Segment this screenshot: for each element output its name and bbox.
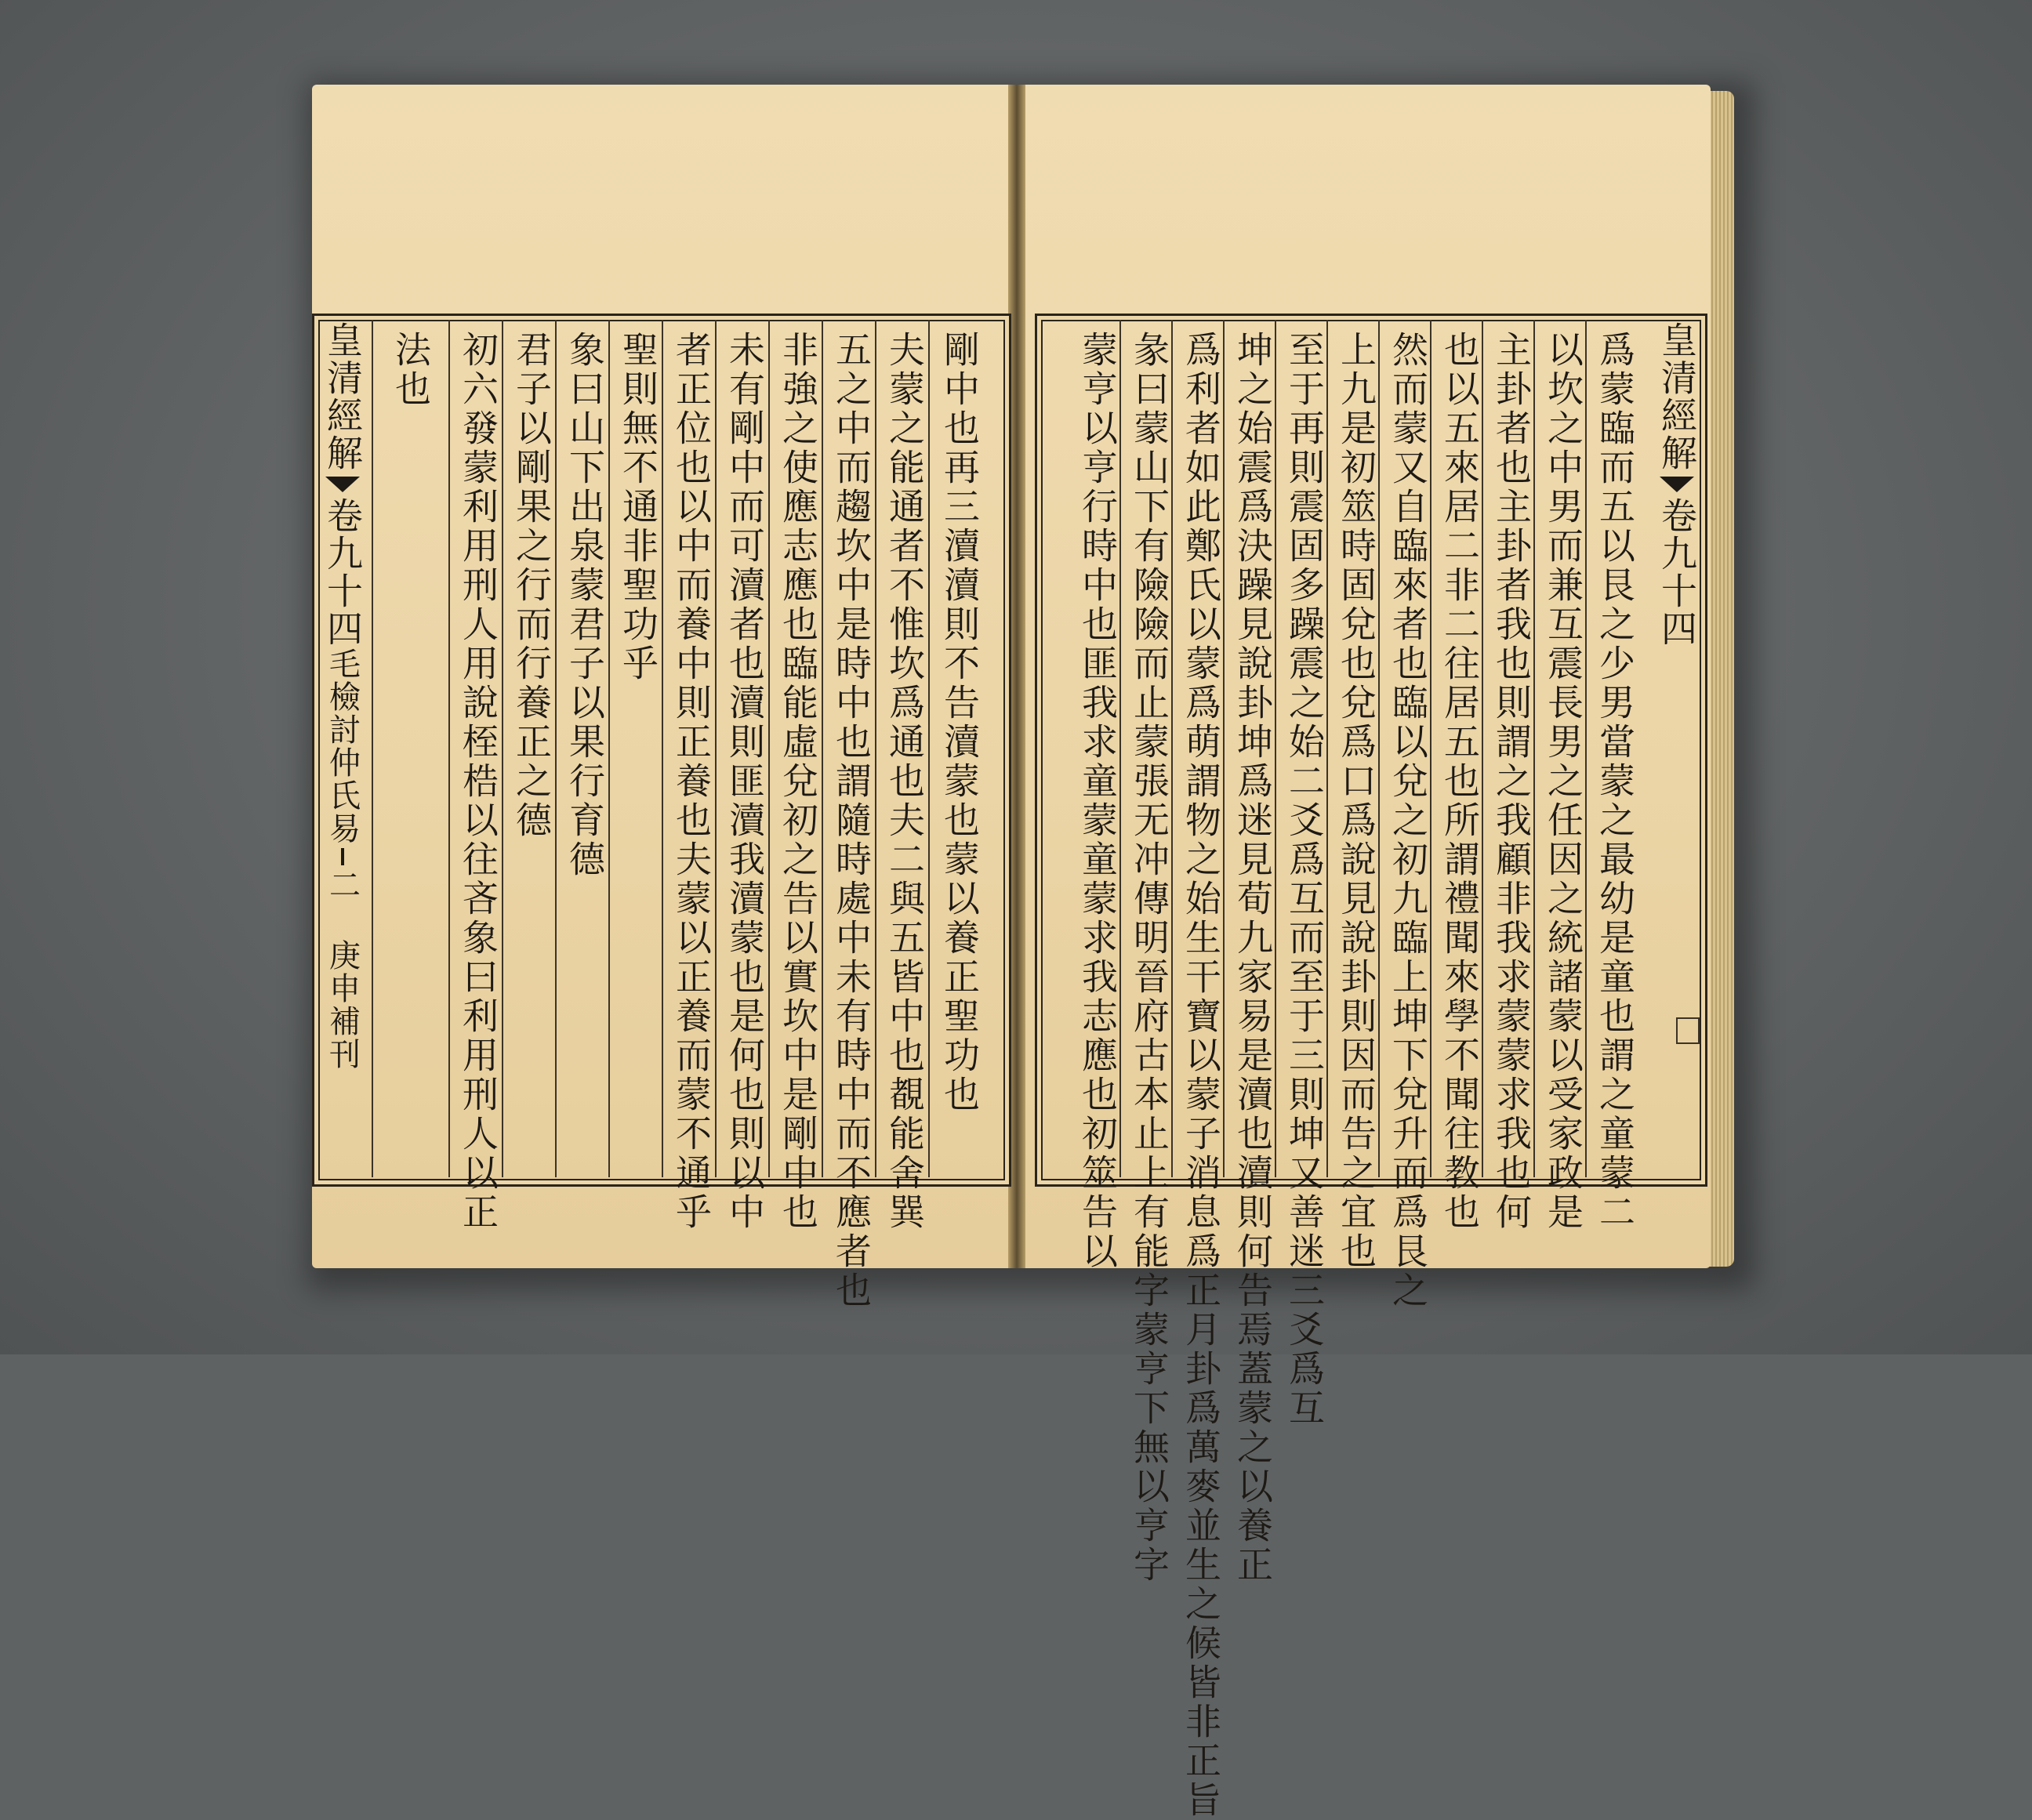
- right-column-10: 彖曰蒙山下有險險而止蒙張无冲傳明晉府古本止上有能字蒙亨下無以亨字: [1128, 331, 1170, 1585]
- column-rule: [662, 320, 663, 1177]
- fish-tail-mark: [1660, 477, 1694, 492]
- left-column-5: 未有剛中而可瀆者也瀆則匪瀆我瀆蒙也是何也則以中: [724, 331, 766, 1232]
- right-column-7: 至于再則震固多躁震之始二爻爲互而至于三則坤又善迷三爻爲互: [1283, 331, 1326, 1428]
- column-rule: [875, 320, 876, 1177]
- right-column-5: 然而蒙又自臨來者也臨以兌之初九臨上坤下兌升而爲艮之: [1387, 331, 1429, 1311]
- column-rule: [1482, 320, 1483, 1177]
- left-margin-edition: 二 庚申補刊: [324, 868, 361, 1071]
- right-margin-title: 皇清經解: [1656, 321, 1698, 472]
- left-margin-volume: 卷九十四: [321, 497, 364, 647]
- right-column-2: 以坎之中男而兼互震長男之任因之統諸蒙以受家政是: [1542, 331, 1584, 1232]
- left-page-margin: [320, 321, 365, 1184]
- column-rule: [715, 320, 717, 1177]
- left-column-3: 五之中而趨坎中是時中也謂隨時處中未有時中而不應者也: [830, 331, 873, 1311]
- left-column-4: 非強之使應志應也臨能虛兌初之告以實坎中是剛中也: [777, 331, 819, 1232]
- left-column-1: 剛中也再三瀆瀆則不告瀆蒙也蒙以養正聖功也: [938, 331, 981, 1115]
- column-rule: [1223, 320, 1225, 1177]
- column-rule: [448, 320, 450, 1177]
- left-column-10: 初六發蒙利用刑人用說桎梏以往吝象曰利用刑人以正: [457, 331, 499, 1232]
- column-rule: [1585, 320, 1587, 1177]
- column-rule: [1275, 320, 1276, 1177]
- column-rule: [608, 320, 610, 1177]
- column-rule: [1430, 320, 1431, 1177]
- left-margin-title: 皇清經解: [321, 321, 364, 472]
- left-column-6: 者正位也以中而養中則正養也夫蒙以正養而蒙不通乎: [670, 331, 713, 1232]
- left-column-2: 夫蒙之能通者不惟坎爲通也夫二與五皆中也覩能舍巽: [884, 331, 926, 1232]
- margin-separator: [341, 848, 344, 865]
- right-column-8: 坤之始震爲決躁見說卦坤爲迷見荀九家易是瀆也瀆則何告焉蓋蒙之以養正: [1232, 331, 1274, 1585]
- column-rule: [1171, 320, 1173, 1177]
- column-rule: [768, 320, 770, 1177]
- column-rule: [1119, 320, 1121, 1177]
- column-rule: [1378, 320, 1380, 1177]
- right-column-9: 爲利者如此鄭氏以蒙爲萌謂物之始生干寶以蒙子消息爲正月卦爲萬麥並生之候皆非正旨: [1180, 331, 1222, 1820]
- fish-tail-mark: [325, 477, 360, 492]
- left-column-11: 法也: [390, 331, 432, 409]
- column-rule: [1533, 320, 1535, 1177]
- margin-stamp-mark: [1676, 1017, 1700, 1044]
- right-column-11: 蒙亨以亨行時中也匪我求童蒙童蒙求我志應也初筮告以: [1076, 331, 1119, 1271]
- right-column-3: 主卦者也主卦者我也則謂之我顧非我求蒙蒙求我也何: [1490, 331, 1533, 1232]
- column-rule: [1326, 320, 1328, 1177]
- right-column-6: 上九是初筮時固兌也兌爲口爲說見說卦則因而告之宜也: [1335, 331, 1377, 1271]
- right-column-1: 爲蒙臨而五以艮之少男當蒙之最幼是童也謂之童蒙二: [1594, 331, 1636, 1232]
- left-margin-author: 毛檢討仲氏易: [324, 647, 361, 845]
- left-column-8: 象曰山下出泉蒙君子以果行育德: [564, 331, 606, 879]
- column-rule: [372, 320, 373, 1177]
- left-column-7: 聖則無不通非聖功乎: [617, 331, 659, 683]
- column-rule: [502, 320, 503, 1177]
- right-column-4: 也以五來居二非二往居五也所謂禮聞來學不聞往教也: [1439, 331, 1481, 1232]
- column-rule: [928, 320, 930, 1177]
- right-margin-volume: 卷九十四: [1656, 497, 1698, 647]
- column-rule: [822, 320, 823, 1177]
- right-page-margin: [1654, 321, 1700, 1184]
- left-column-9: 君子以剛果之行而行養正之德: [510, 331, 553, 840]
- column-rule: [555, 320, 557, 1177]
